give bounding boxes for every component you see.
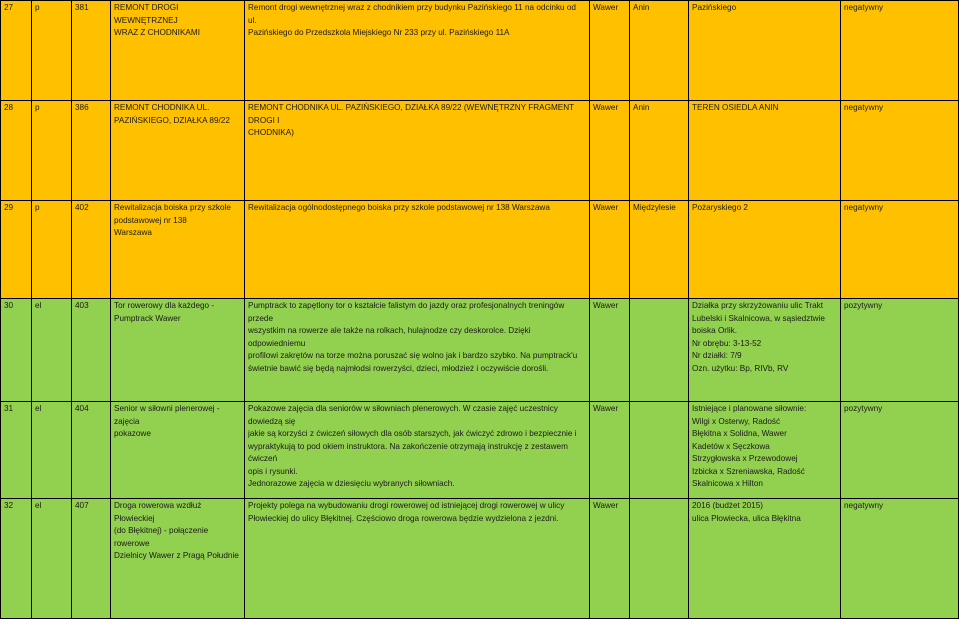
project-title-text: Rewitalizacja boiska przy szkole podstawowej nr 138 Warszawa [114,203,231,237]
cell-district [590,499,630,619]
area-text: Międzylesie [633,203,676,212]
district-text: Wawer [593,301,619,310]
category-text: p [35,103,40,112]
district-text: Wawer [593,404,619,413]
status-text: negatywny [844,203,884,212]
project-id-text: 403 [75,301,89,310]
table-row [1,402,959,499]
project-title-text: Senior w siłowni plenerowej - zajęcia pokazowe [114,404,220,438]
cell-project-title [111,201,245,299]
cell-district [590,299,630,402]
status-text: pozytywny [844,404,883,413]
row-number-text: 30 [4,301,14,310]
cell-category [32,499,72,619]
district-text: Wawer [593,103,619,112]
cell-project-title [111,299,245,402]
cell-project-description [245,299,590,402]
cell-project-id [72,299,111,402]
cell-project-id [72,101,111,201]
project-id-text: 404 [75,404,89,413]
location-text: TEREN OSIEDLA ANIN [692,103,779,112]
cell-district [590,402,630,499]
row-number-text: 31 [4,404,14,413]
project-title-text: REMONT CHODNIKA UL. PAZIŃSKIEGO, DZIAŁKA 89/22 [114,103,230,125]
cell-category [32,1,72,101]
cell-project-id [72,1,111,101]
location-text: Pazińskiego [692,3,737,12]
location-text: 2016 (budżet 2015) ulica Płowiecka, ulica Błękitna [692,501,801,523]
cell-project-title [111,1,245,101]
project-description-text: Pumptrack to zapętlony tor o kształcie falistym do jazdy oraz profesjonalnych treningów przede wszystkim na rowerze ale także na rolkach, hulajnodze czy deskorolce. Dzięki odpowiedniemu profilowi zakrętów na torze można poruszać się wolno jak i bardzo szybko. Na pumptrack'u świetnie bawić się będą najmłodsi rowerzyści, dzieci, młodzież i oczywiście dorośli. [248,301,578,373]
cell-district [590,201,630,299]
cell-status [841,299,959,402]
cell-status [841,499,959,619]
project-id-text: 402 [75,203,89,212]
cell-category [32,299,72,402]
project-title-text: Droga rowerowa wzdłuż Płowieckiej (do Błękitnej) - połączenie rowerowe Dzielnicy Wawer z Pragą Południe [114,501,239,560]
status-text: negatywny [844,103,884,112]
location-text: Pożaryskiego 2 [692,203,748,212]
cell-status [841,201,959,299]
cell-row-number [1,101,32,201]
cell-category [32,402,72,499]
cell-row-number [1,402,32,499]
table-row [1,299,959,402]
category-text: el [35,501,42,510]
cell-area [630,499,689,619]
status-text: negatywny [844,3,884,12]
category-text: p [35,203,40,212]
category-text: el [35,301,42,310]
area-text: Anin [633,3,650,12]
cell-location [689,402,841,499]
district-text: Wawer [593,203,619,212]
cell-location [689,299,841,402]
cell-area [630,201,689,299]
row-number-text: 29 [4,203,14,212]
cell-project-description [245,402,590,499]
district-text: Wawer [593,501,619,510]
cell-project-description [245,1,590,101]
cell-project-title [111,101,245,201]
cell-project-description [245,201,590,299]
cell-location [689,201,841,299]
table-row [1,201,959,299]
area-text: Anin [633,103,650,112]
category-text: p [35,3,40,12]
cell-project-id [72,499,111,619]
cell-district [590,1,630,101]
cell-project-id [72,201,111,299]
project-description-text: Remont drogi wewnętrznej wraz z chodnikiem przy budynku Pazińskiego 11 na odcinku od ul. Pazińskiego do Przedszkola Miejskiego Nr 233 przy ul. Pazińskiego 11A [248,3,576,37]
project-title-text: REMONT DROGI WEWNĘTRZNEJ WRAZ Z CHODNIKAMI [114,3,200,37]
row-number-text: 27 [4,3,14,12]
cell-district [590,101,630,201]
cell-category [32,201,72,299]
cell-area [630,299,689,402]
table-row [1,499,959,619]
project-id-text: 381 [75,3,89,12]
status-text: negatywny [844,501,884,510]
cell-area [630,101,689,201]
location-text: Istniejące i planowane siłownie: Wilgi x Osterwy, Radość Błękitna x Solidna, Wawer Kadetów x Sęczkowa Strzygłowska x Przewodowej Izbicka x Szreniawska, Radość Skalnicowa x Hilton [692,404,807,488]
cell-row-number [1,299,32,402]
cell-row-number [1,1,32,101]
cell-row-number [1,499,32,619]
cell-location [689,499,841,619]
table-row [1,101,959,201]
status-text: pozytywny [844,301,883,310]
cell-location [689,101,841,201]
project-description-text: Rewitalizacja ogólnodostępnego boiska przy szkole podstawowej nr 138 Warszawa [248,203,550,212]
row-number-text: 32 [4,501,14,510]
cell-row-number [1,201,32,299]
cell-project-description [245,499,590,619]
project-id-text: 407 [75,501,89,510]
category-text: el [35,404,42,413]
cell-status [841,402,959,499]
project-description-text: Projekty polega na wybudowaniu drogi rowerowej od istniejącej drogi rowerowej w ulicy Płowieckiej do ulicy Błękitnej. Częściowo droga rowerowa będzie wydzielona z jezdni. [248,501,565,523]
project-description-text: Pokazowe zajęcia dla seniorów w siłowniach plenerowych. W czasie zajęć uczestnicy dowiedzą się jakie są korzyści z ćwiczeń siłowych dla osób starszych, jak ćwiczyć zdrowo i bezpiecznie i wypraktykują to pod okiem instruktora. Na zakończenie otrzymają instrukcję z zestawem ćwiczeń opis i rysunki. Jednorazowe zajęcia w dziesięciu wybranych siłowniach. [248,404,577,488]
cell-location [689,1,841,101]
district-text: Wawer [593,3,619,12]
project-title-text: Tor rowerowy dla każdego - Pumptrack Wawer [114,301,215,323]
location-text: Działka przy skrzyżowaniu ulic Trakt Lubelski i Skalnicowa, w sąsiedztwie boiska Orlik. Nr obrębu: 3-13-52 Nr działki: 7/9 Ozn. użytku: Bp, RIVb, RV [692,301,825,373]
cell-project-title [111,402,245,499]
cell-project-title [111,499,245,619]
project-id-text: 386 [75,103,89,112]
table-row [1,1,959,101]
cell-project-id [72,402,111,499]
table-body [1,1,959,619]
cell-area [630,1,689,101]
row-number-text: 28 [4,103,14,112]
cell-area [630,402,689,499]
cell-status [841,1,959,101]
cell-project-description [245,101,590,201]
cell-status [841,101,959,201]
cell-category [32,101,72,201]
project-description-text: REMONT CHODNIKA UL. PAZIŃSKIEGO, DZIAŁKA 89/22 (WEWNĘTRZNY FRAGMENT DROGI I CHODNIKA) [248,103,575,137]
